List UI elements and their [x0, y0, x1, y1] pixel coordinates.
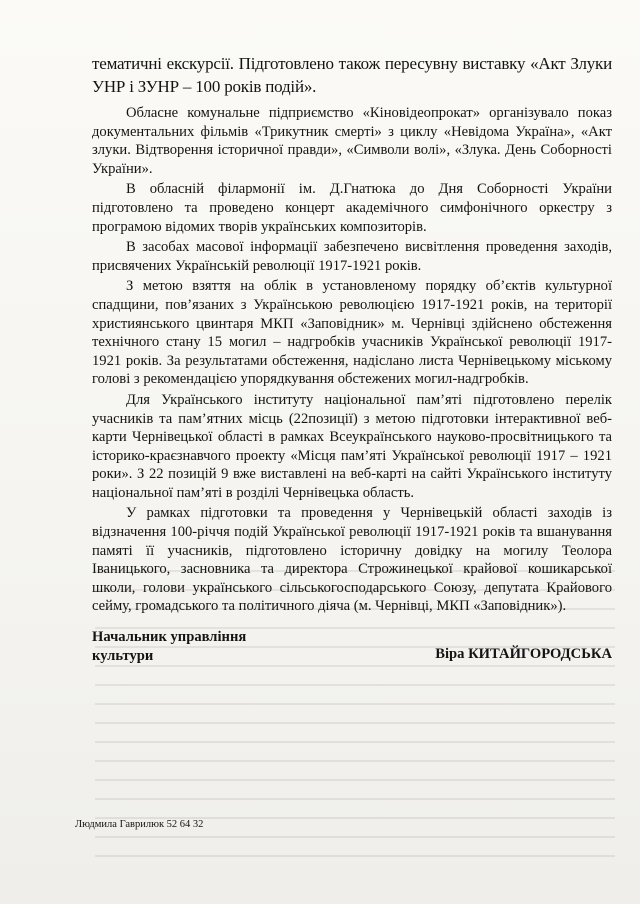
document-body	[92, 52, 612, 618]
paragraph-7: У рамках підготовки та проведення у Чернівецькій області заходів із відзначення 100-річчя подій Української революції 1917-1921 років та вшанування памяті її учасників, підготовлено історичну довідку на могилу Теолора Іваницького, засновника та директора Строжинецької крайової кошикарської школи, голови українського сільськогосподарського Союзу, депутата Крайового сейму, громадського та політичного діяча (м. Чернівці, МКП «Заповідник»).	[92, 505, 612, 615]
paragraph-1: тематичні екскурсії. Підготовлено також пересувну виставку «Акт Злуки УНР і ЗУНР – 100 років подій».	[92, 54, 612, 96]
paragraph-5: З метою взяття на облік в установленому порядку об’єктів культурної спадщини, пов’язаних з Українською революцією 1917-1921 років, на території християнського цвинтаря МКП «Заповідник» м. Чернівці здійснено обстеження технічного стану 15 могил – надгробків учасників Української революції 1917-1921 років. За результатами обстеження, надіслано листа Чернівецькому міському голові з рекомендацією упорядкування обстежених могил-надгробків.	[92, 278, 612, 388]
executor-contact: Людмила Гаврилюк 52 64 32	[75, 819, 204, 830]
paragraph-4: В засобах масової інформації забезпечено висвітлення проведення заходів, присвячених Українській революції 1917-1921 років.	[92, 239, 612, 274]
paragraph-2: Обласне комунальне підприємство «Кіновідеопрокат» організувало показ документальних фільмів «Трикутник смерті» з циклу «Невідома Україна», «Акт злуки. Відтворення історичної правди», «Символи волі», «Злука. День Соборності України».	[92, 105, 612, 177]
paragraph-6: Для Українського інституту національної пам’яті підготовлено перелік учасників та пам’ятних місць (22позиції) з метою підготовки інтерактивної веб-карти Чернівецької області в рамках Всеукраїнського науково-просвітницького та історико-краєзнавчого проекту «Місця пам’яті Української революції 1917 – 1921 роки». З 22 позицій 9 вже виставлені на веб-карті на сайті Українського інституту національної пам’яті в розділі Чернівецька область.	[92, 391, 612, 501]
signatory-name: Віра КИТАЙГОРОДСЬКА	[435, 646, 612, 662]
signatory-title: Начальник управління культури	[92, 629, 247, 664]
paragraph-3: В обласній філармонії ім. Д.Гнатюка до Дня Соборності України підготовлено та проведено концерт академічного симфонічного оркестру з програмою відомих творів українських композиторів.	[92, 181, 612, 235]
